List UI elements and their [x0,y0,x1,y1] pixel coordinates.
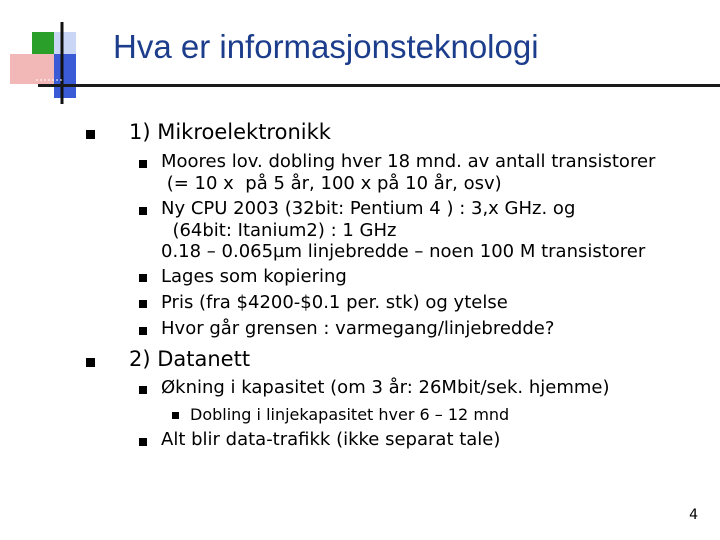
bullet-icon [139,327,147,335]
slide-logo-graphic [0,0,110,110]
list-item-line: (64bit: Itanium2) : 1 GHz [161,220,397,241]
slide-title: Hva er informasjonsteknologi [113,28,539,65]
sub-list-item: Dobling i linjekapasitet hver 6 – 12 mnd [190,405,510,424]
list-item-line: Hvor går grensen : varmegang/linjebredde? [161,318,555,339]
bullet-icon [86,358,95,367]
bullet-icon [139,207,147,215]
page-number: 4 [689,507,698,523]
bullet-icon [86,130,95,139]
list-item-line: Moores lov. dobling hver 18 mnd. av antall transistorer [161,151,656,172]
bullet-icon [172,412,179,419]
list-item-line: Økning i kapasitet (om 3 år: 26Mbit/sek. hjemme) [161,377,610,398]
list-item-line: Alt blir data-trafikk (ikke separat tale) [161,429,501,450]
list-item-line: Ny CPU 2003 (32bit: Pentium 4 ) : 3,x GHz. og [161,198,576,219]
bullet-icon [139,386,147,394]
list-item-line: Lages som kopiering [161,266,347,287]
bullet-icon [139,300,147,308]
list-item-line: 0.18 – 0.065µm linjebredde – noen 100 M transistorer [161,241,646,262]
bullet-icon [139,160,147,168]
list-item-line: Pris (fra $4200-$0.1 per. stk) og ytelse [161,292,508,313]
list-item-line: (= 10 x på 5 år, 100 x på 10 år, osv) [161,173,502,194]
bullet-icon [139,438,147,446]
bullet-icon [139,274,147,282]
section-heading-2: 2) Datanett [129,347,251,371]
section-heading-1: 1) Mikroelektronikk [129,120,331,144]
title-divider [38,84,720,87]
